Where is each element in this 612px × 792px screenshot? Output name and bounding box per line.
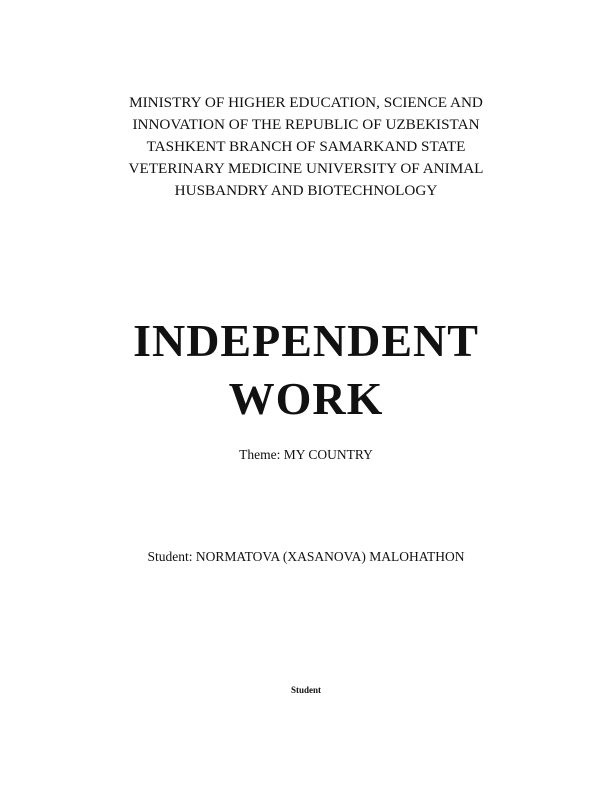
document-title — [0, 312, 612, 428]
title-line-work: WORK — [228, 373, 384, 424]
header-line-biotechnology: HUSBANDRY AND BIOTECHNOLOGY — [174, 182, 438, 199]
institution-header — [0, 92, 612, 202]
header-line-innovation: INNOVATION OF THE REPUBLIC OF UZBEKISTAN — [132, 116, 480, 133]
theme-line: Theme: MY COUNTRY — [239, 447, 373, 462]
header-line-ministry: MINISTRY OF HIGHER EDUCATION, SCIENCE AND — [129, 94, 483, 111]
title-line-independent: INDEPENDENT — [133, 315, 479, 366]
header-line-university: VETERINARY MEDICINE UNIVERSITY OF ANIMAL — [128, 160, 484, 177]
footer-student-label: Student — [290, 685, 321, 695]
header-line-branch: TASHKENT BRANCH OF SAMARKAND STATE — [146, 138, 466, 155]
student-name-line: Student: NORMATOVA (XASANOVA) MALOHATHON — [147, 549, 465, 564]
